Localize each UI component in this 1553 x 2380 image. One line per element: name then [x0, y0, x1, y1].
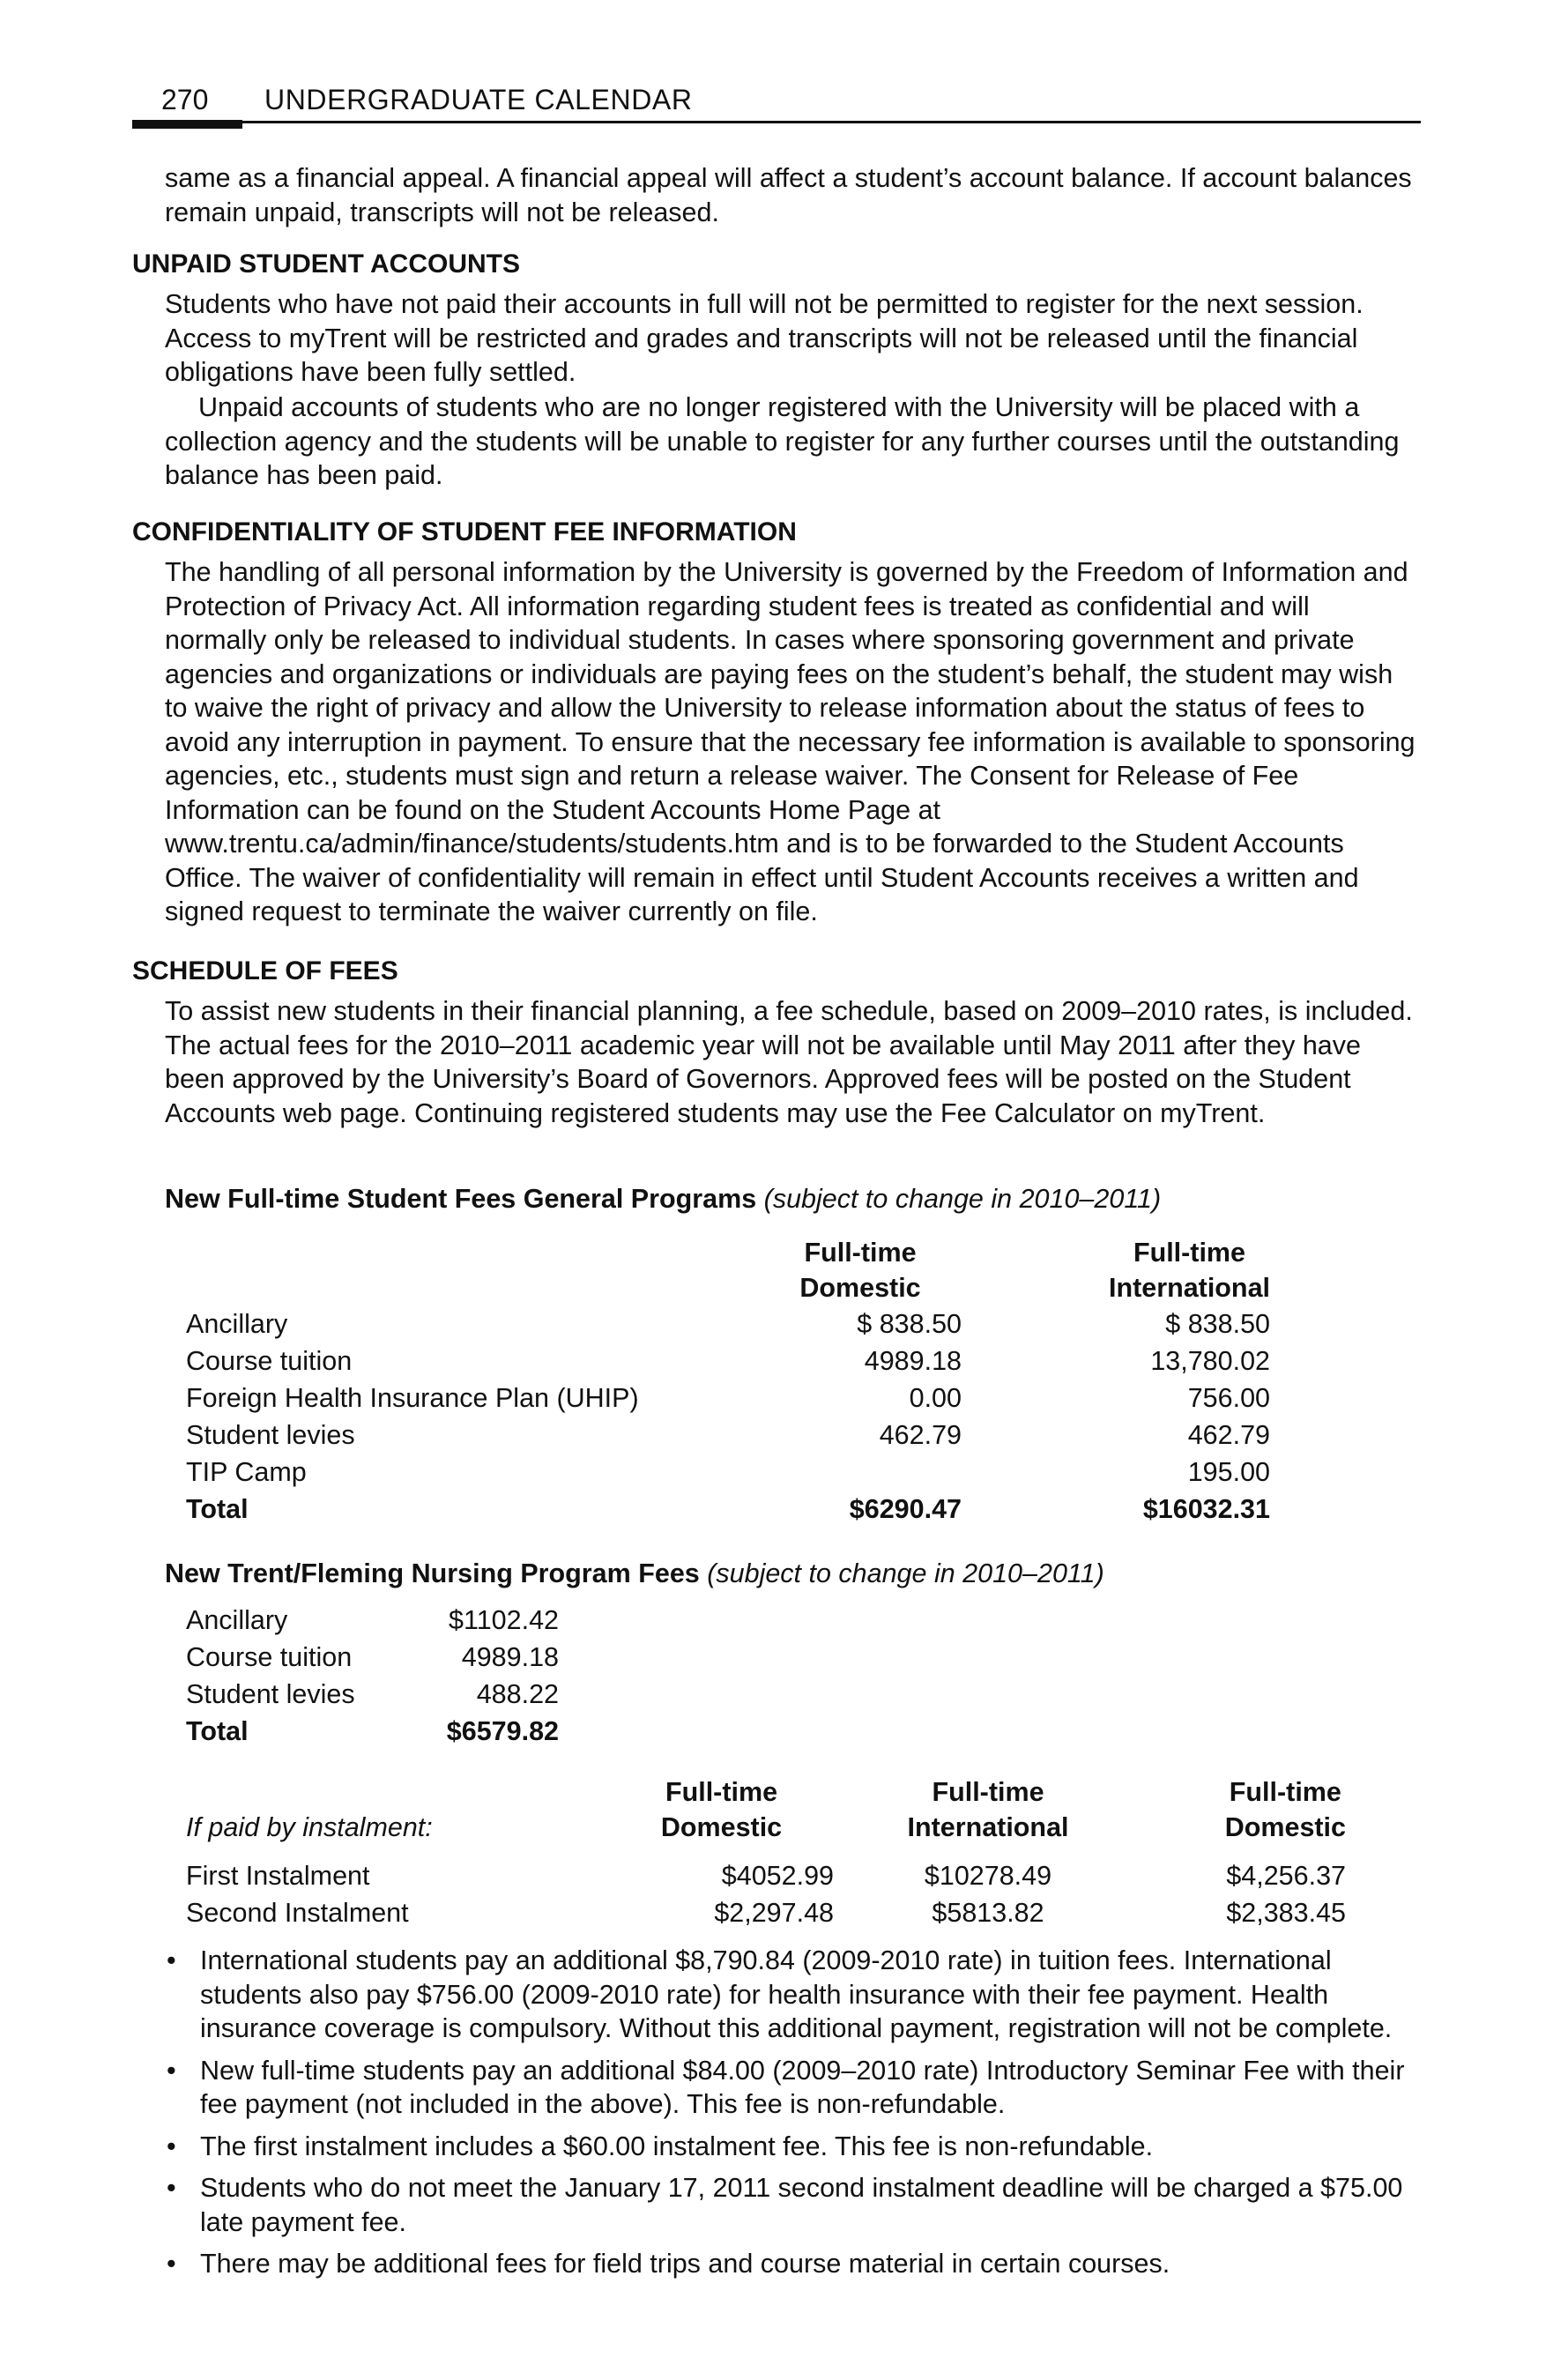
table-row	[186, 1676, 559, 1713]
general-fees-table	[186, 1235, 1270, 1528]
international-value: 195.00	[1187, 1457, 1270, 1487]
row-label: TIP Camp	[186, 1457, 307, 1487]
row-label: Student levies	[186, 1679, 355, 1709]
international-value: 756.00	[1187, 1383, 1270, 1413]
heading-confidentiality: CONFIDENTIALITY OF STUDENT FEE INFORMATION	[132, 517, 797, 547]
running-title: UNDERGRADUATE CALENDAR	[264, 84, 693, 115]
international-value: 462.79	[1187, 1420, 1270, 1450]
nursing-fees-caption	[165, 1557, 1104, 1591]
amount-value: $1102.42	[449, 1605, 559, 1635]
bullet-icon: •	[167, 1945, 176, 1975]
general-fees-caption-note: (subject to change in 2010–2011)	[763, 1184, 1162, 1214]
international-value: $5813.82	[932, 1898, 1044, 1928]
domestic-value: 462.79	[879, 1420, 962, 1450]
total-amount: $6579.82	[446, 1716, 559, 1746]
domestic-value: 4989.18	[864, 1346, 962, 1376]
general-fees-caption	[165, 1182, 1161, 1216]
unpaid-paragraph-1: Students who have not paid their accounts in full will not be permitted to register for the next session. Access to myTrent will be restricted and grades and transcripts will not be released until the financial obligations have been fully settled.	[165, 289, 1364, 387]
table-row	[186, 1380, 1270, 1417]
row-label: Course tuition	[186, 1642, 353, 1672]
bullet-icon: •	[167, 2055, 176, 2086]
total-international: $16032.31	[1142, 1494, 1270, 1524]
list-item: • There may be additional fees for field trips and course material in certain courses.	[165, 2247, 1427, 2281]
schedule-paragraph: To assist new students in their financial planning, a fee schedule, based on 2009–2010 rates, is included. The actual fees for the 2010–2011 academic year will not be available until May 2011 after they have been approved by the University’s Board of Governors. Approved fees will be posted on the Student Accounts web page. Continuing registered students may use the Fee Calculator on myTrent.	[165, 996, 1413, 1128]
row-label: Ancillary	[186, 1309, 288, 1339]
international-value: $ 838.50	[1165, 1309, 1270, 1339]
table-row	[186, 1417, 1270, 1454]
amount-value: 488.22	[476, 1679, 559, 1709]
bullet-icon: •	[167, 2131, 176, 2161]
list-item: • The first instalment includes a $60.00 instalment fee. This fee is non-refundable.	[165, 2130, 1427, 2164]
total-row	[186, 1713, 559, 1750]
heading-unpaid-accounts: UNPAID STUDENT ACCOUNTS	[132, 249, 520, 279]
col-header-domestic: Full-time Domestic	[660, 1777, 783, 1842]
row-label: Second Instalment	[186, 1898, 409, 1928]
header-rule	[132, 121, 1421, 123]
domestic-value: 0.00	[909, 1383, 962, 1413]
amount-value: 4989.18	[461, 1642, 559, 1672]
row-label: Foreign Health Insurance Plan (UHIP)	[186, 1383, 639, 1413]
row-label: Ancillary	[186, 1605, 288, 1635]
row-label: Student levies	[186, 1420, 355, 1450]
bullet-icon: •	[167, 2249, 176, 2279]
total-label: Total	[186, 1716, 249, 1746]
nursing-fees-table	[186, 1602, 559, 1750]
nursing-fees-caption-note: (subject to change in 2010–2011)	[707, 1558, 1104, 1588]
table-row	[186, 1342, 1270, 1380]
general-fees-caption-title: New Full-time Student Fees General Programs	[165, 1184, 757, 1214]
table-row	[186, 1639, 559, 1676]
total-row	[186, 1491, 1270, 1528]
list-item: • New full-time students pay an additional $84.00 (2009–2010 rate) Introductory Seminar Fee with their fee payment (not included in the above). This fee is non-refundable.	[167, 2055, 1405, 2119]
total-domestic: $6290.47	[849, 1494, 962, 1524]
domestic-value: $4052.99	[721, 1861, 834, 1891]
col-header-domestic: Full-time Domestic	[799, 1238, 921, 1303]
instalment-label: If paid by instalment:	[186, 1812, 433, 1842]
nursing-fees-caption-title: New Trent/Fleming Nursing Program Fees	[165, 1558, 700, 1588]
table-row	[186, 1602, 559, 1639]
domestic-value: $2,297.48	[714, 1898, 834, 1928]
instalment-header	[186, 1774, 1346, 1845]
table-row	[186, 1305, 1270, 1342]
general-fees-header	[186, 1235, 1270, 1305]
fee-notes-list	[165, 1944, 1427, 2289]
intro-paragraph: same as a financial appeal. A financial appeal will affect a student’s account balance. If account balances remain unpaid, transcripts will not be released.	[165, 163, 1412, 227]
instalment-table	[186, 1774, 1346, 1931]
row-label: Course tuition	[186, 1346, 353, 1376]
unpaid-paragraph-2: Unpaid accounts of students who are no longer registered with the University will be placed with a collection agency and the students will be unable to register for any further courses until the outstanding balance has been paid.	[165, 392, 1400, 490]
total-label: Total	[186, 1494, 249, 1524]
list-item: • International students pay an additional $8,790.84 (2009-2010 rate) in tuition fees. International students also pay $756.00 (2009-2010 rate) for health insurance with their fee payment. Health insurance coverage is compulsory. Without this additional payment, registration will not be complete.	[167, 1945, 1393, 2043]
table-row	[186, 1894, 1346, 1931]
domestic-value-2: $4,256.37	[1226, 1861, 1346, 1891]
col-header-domestic-2: Full-time Domestic	[1224, 1777, 1346, 1842]
confidentiality-paragraph: The handling of all personal information by the University is governed by the Freedom of Information and Protection of Privacy Act. All information regarding student fees is treated as confidential and will normally only be released to individual students. In cases where sponsoring government and private agencies and organizations or individuals are paying fees on the student’s behalf, the student may wish to waive the right of privacy and allow the University to release information about the status of fees to avoid any interruption in payment. To ensure that the necessary fee information is available to sponsoring agencies, etc., students must sign and return a release waiver. The Consent for Release of Fee Information can be found on the Student Accounts Home Page at www.trentu.ca/admin/finance/students/students.htm and is to be forwarded to the Student Accounts Office. The waiver of confidentiality will remain in effect until Student Accounts receives a written and signed request to terminate the waiver currently on file.	[165, 557, 1416, 926]
list-item: • Students who do not meet the January 17, 2011 second instalment deadline will be charged a $75.00 late payment fee.	[167, 2173, 1403, 2237]
international-value: $10278.49	[924, 1861, 1052, 1891]
heading-schedule-of-fees: SCHEDULE OF FEES	[132, 956, 398, 985]
table-row	[186, 1857, 1346, 1894]
col-header-international: Full-time International	[907, 1777, 1069, 1842]
row-label: First Instalment	[186, 1861, 370, 1891]
domestic-value	[759, 1454, 962, 1491]
domestic-value-2: $2,383.45	[1226, 1898, 1346, 1928]
header-rule-accent	[132, 120, 242, 129]
table-row	[186, 1454, 1270, 1491]
col-header-international: Full-time International	[1108, 1238, 1270, 1303]
domestic-value: $ 838.50	[857, 1309, 962, 1339]
international-value: 13,780.02	[1150, 1346, 1270, 1376]
page-number: 270	[161, 84, 209, 115]
running-head	[132, 81, 1421, 125]
bullet-icon: •	[167, 2173, 176, 2203]
